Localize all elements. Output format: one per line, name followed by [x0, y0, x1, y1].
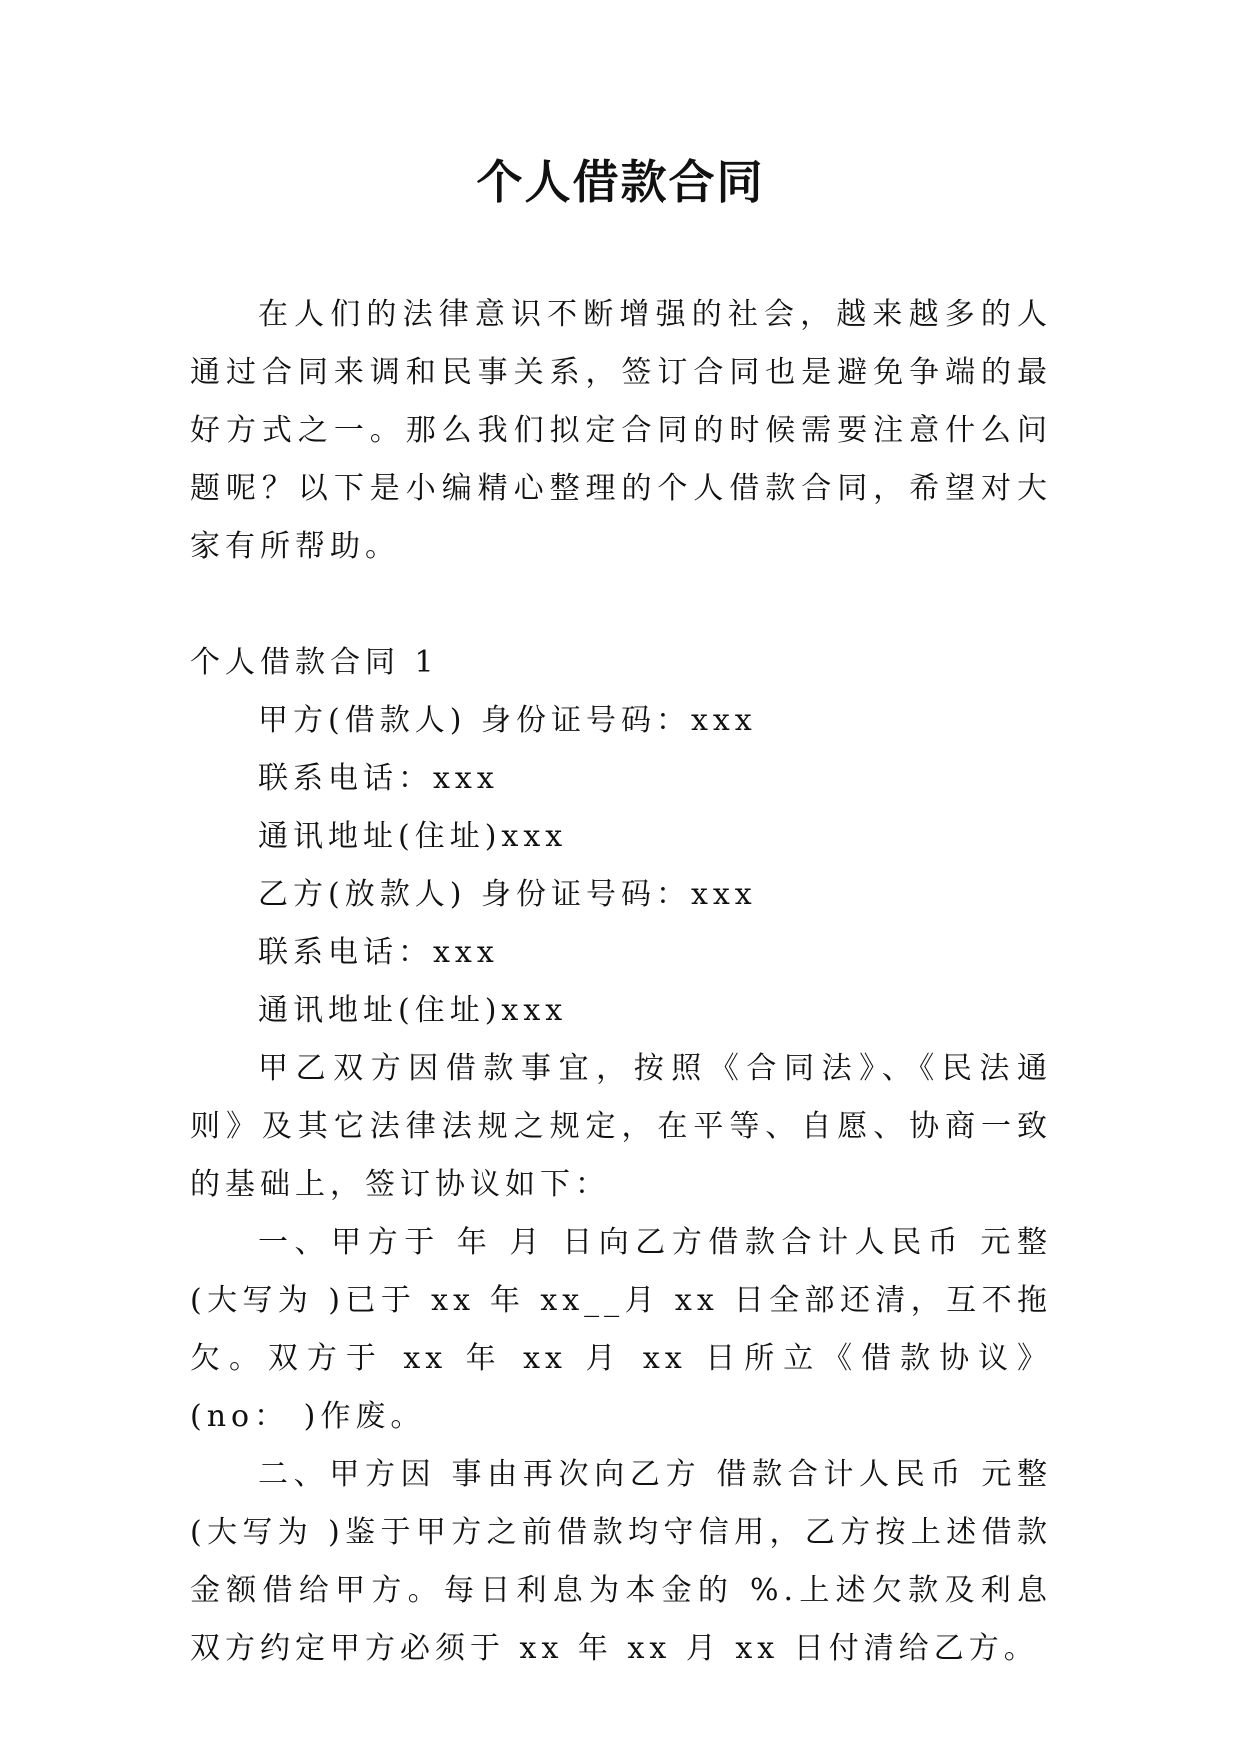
- clause-1-paragraph: 一、甲方于 年 月 日向乙方借款合计人民币 元整(大写为 )已于 xx 年 xx__月 xx 日全部还清，互不拖欠。双方于 xx 年 xx 月 xx 日所立《借款协议》(no： )作废。: [190, 1225, 1052, 1434]
- clause-2-paragraph: 二、甲方因 事由再次向乙方 借款合计人民币 元整(大写为 )鉴于甲方之前借款均守信用，乙方按上述借款金额借给甲方。每日利息为本金的 %.上述欠款及利息双方约定甲方必须于 xx 年 xx 月 xx 日付清给乙方。: [190, 1457, 1052, 1666]
- party-b-id-line: 乙方(放款人) 身份证号码：xxx: [258, 877, 757, 912]
- party-b-address-line: 通讯地址(住址)xxx: [258, 993, 568, 1028]
- document-title: 个人借款合同: [476, 155, 765, 209]
- document-body: [190, 286, 1052, 1678]
- party-a-address-line: 通讯地址(住址)xxx: [258, 819, 568, 854]
- intro-paragraph: 在人们的法律意识不断增强的社会，越来越多的人通过合同来调和民事关系，签订合同也是避免争端的最好方式之一。那么我们拟定合同的时候需要注意什么问题呢？以下是小编精心整理的个人借款合同，希望对大家有所帮助。: [190, 297, 1052, 564]
- preamble-paragraph: 甲乙双方因借款事宜，按照《合同法》、《民法通则》及其它法律法规之规定，在平等、自愿、协商一致的基础上，签订协议如下：: [190, 1051, 1052, 1202]
- party-a-phone-line: 联系电话：xxx: [258, 761, 499, 796]
- section-heading: 个人借款合同 1: [190, 645, 439, 680]
- party-a-id-line: 甲方(借款人) 身份证号码：xxx: [258, 703, 757, 738]
- party-b-phone-line: 联系电话：xxx: [258, 935, 499, 970]
